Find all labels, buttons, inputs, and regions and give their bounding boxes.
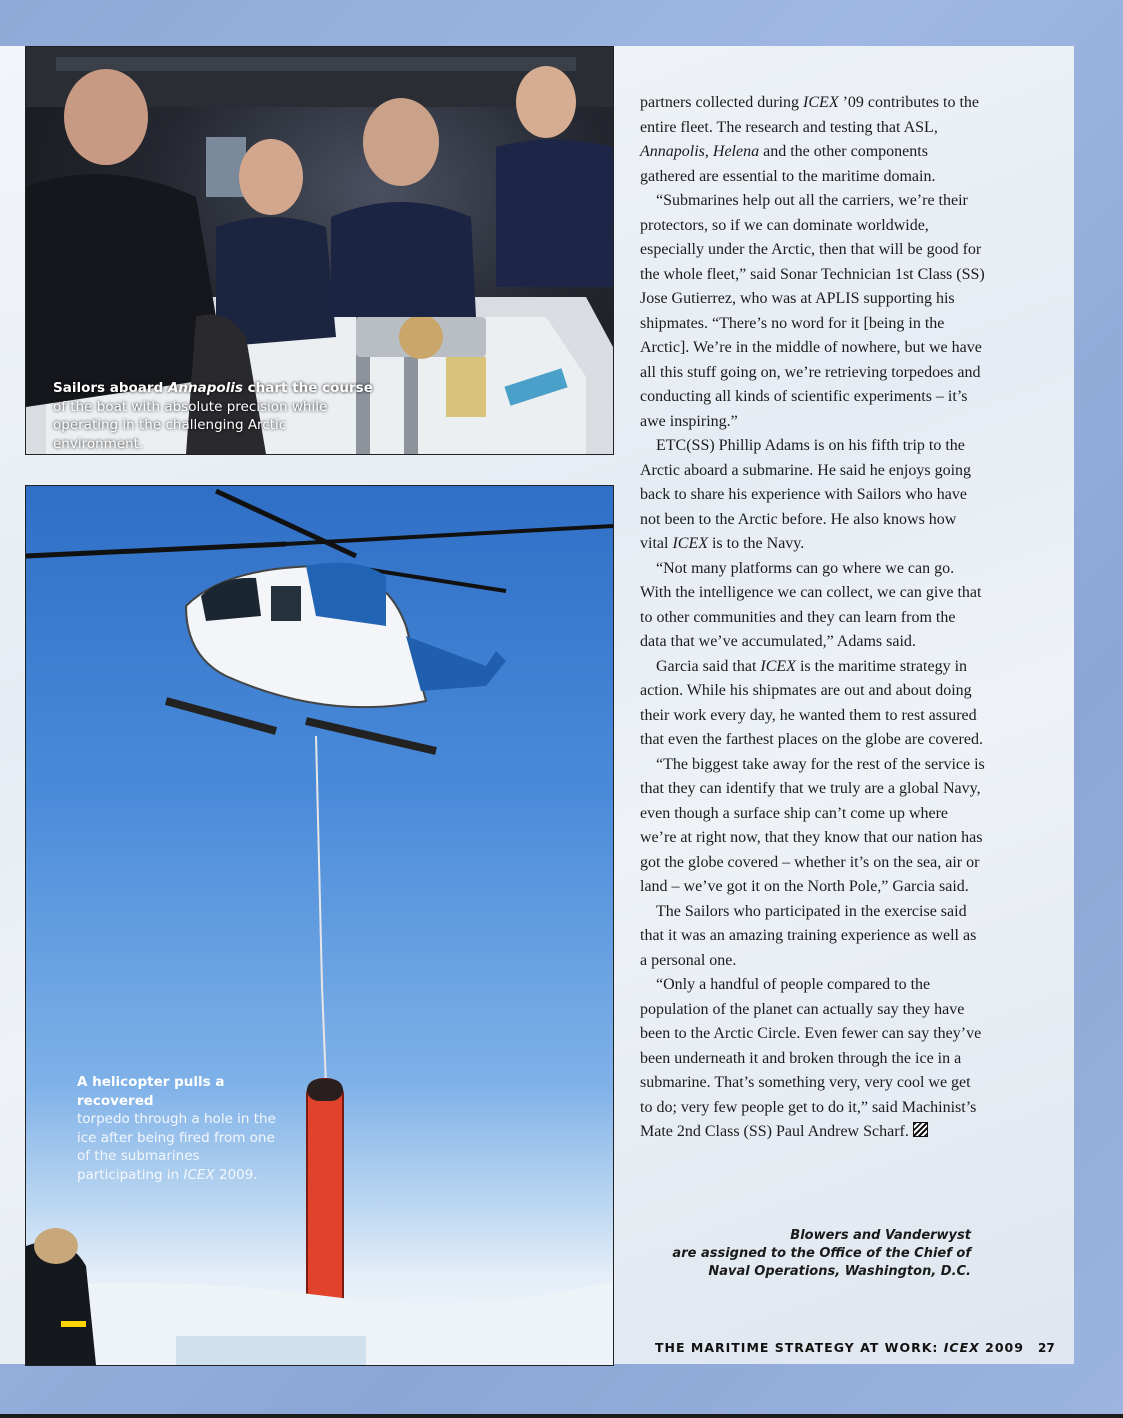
byline-authors: Blowers and Vanderwyst [790,1228,971,1243]
paragraph-2: “Submarines help out all the carriers, we’re their protectors, so if we can dominate worldwide, especially under the Arctic, then that will be good for the whole fleet,” said Sonar Technician 1st Class (SS) Jose Gutierrez, who was at APLIS supporting his shipmates. “There’s no word for it [being in the Arctic]. We’re in the middle of nowhere, but we have all this stuff going on, we’re retrieving torpedoes and conducting all kinds of scientific experiments – it’s awe inspiring.” [640,192,985,430]
caption-helicopter-lead: A helicopter pulls a recovered [77,1074,225,1109]
caption-helicopter-year: 2009. [214,1166,258,1183]
p1-annapolis: Annapolis [640,143,705,160]
p3-icex: ICEX [672,535,708,552]
paragraph-1 [640,91,985,189]
caption-helicopter-rest: torpedo through a hole in the ice after being fired from one of the submarines participating in [77,1111,276,1183]
p5-icex: ICEX [760,657,796,675]
p1-helena: Helena [712,143,760,160]
footer-title-year: 2009 [979,1340,1024,1355]
paragraph-4: “Not many platforms can go where we can go. With the intelligence we can collect, we can give that to other communities and they can learn from the data that we’ve accumulated,” Adams said. [640,559,982,650]
p5-text-b: is the maritime strategy in action. While his shipmates are out and about doing their work every day, he wanted them to rest assured that even the farthest places on the globe are covered. [640,657,983,748]
byline-line-2: are assigned to the Office of the Chief of [672,1246,971,1261]
paragraph-7: The Sailors who participated in the exercise said that it was an amazing training experience as well as a personal one. [640,902,977,969]
photo-helicopter-torpedo [25,485,614,1366]
footer-title-pre: THE MARITIME STRATEGY AT WORK: [655,1340,944,1355]
caption-sailors-ship: Annapolis [167,380,243,396]
caption-helicopter [77,1073,277,1184]
author-byline [640,1227,971,1281]
page-number: 27 [1038,1341,1055,1355]
p1-text-d: and the other components gathered are essential to the maritime domain. [640,143,936,185]
caption-sailors-rest: of the boat with absolute precision while operating in the challenging Arctic environment. [53,398,328,452]
caption-sailors-lead-end: chart the course [242,380,373,396]
caption-sailors [53,379,373,453]
article-body [640,91,985,1145]
p1-text-a: partners collected during [640,94,804,111]
footer-title [655,1340,1024,1355]
paragraph-8 [640,973,985,1145]
caption-helicopter-icex: ICEX [183,1166,215,1183]
p1-text-c: , [704,143,713,160]
footer-title-icex: ICEX [943,1340,980,1355]
end-mark-icon [913,1122,928,1137]
caption-sailors-lead: Sailors aboard [53,380,168,396]
paragraph-5 [640,655,985,753]
p8-text: “Only a handful of people compared to the population of the planet can actually say they have been to the Arctic Circle. Even fewer can say they’ve been underneath it and broken through the ice in a submarine. That’s something very, very cool we get to do; very few people get to do it,” said Machinist’s Mate 2nd Class (SS) Paul Andrew Scharf. [640,976,982,1140]
helicopter-illustration [26,486,613,1365]
p1-text-b: ’09 contributes to the entire fleet. The research and testing that ASL, [640,94,980,136]
p3-text-b: is to the Navy. [707,535,805,552]
byline-line-3: Naval Operations, Washington, D.C. [708,1264,971,1279]
p1-icex: ICEX [803,94,839,111]
bottom-rule [0,1414,1123,1418]
paragraph-3 [640,434,985,557]
p3-text-a: ETC(SS) Phillip Adams is on his fifth trip to the Arctic aboard a submarine. He said he enjoys going back to share his experience with Sailors who have not been to the Arctic before. He also knows how vital [640,437,972,552]
p5-text-a: Garcia said that [656,657,761,675]
paragraph-6: “The biggest take away for the rest of the service is that they can identify that we truly are a global Navy, even though a surface ship can’t come up where we’re at right now, that they know that our nation has got the globe covered – whether it’s on the sea, air or land – we’ve got it on the North Pole,” Garcia said. [640,755,985,895]
